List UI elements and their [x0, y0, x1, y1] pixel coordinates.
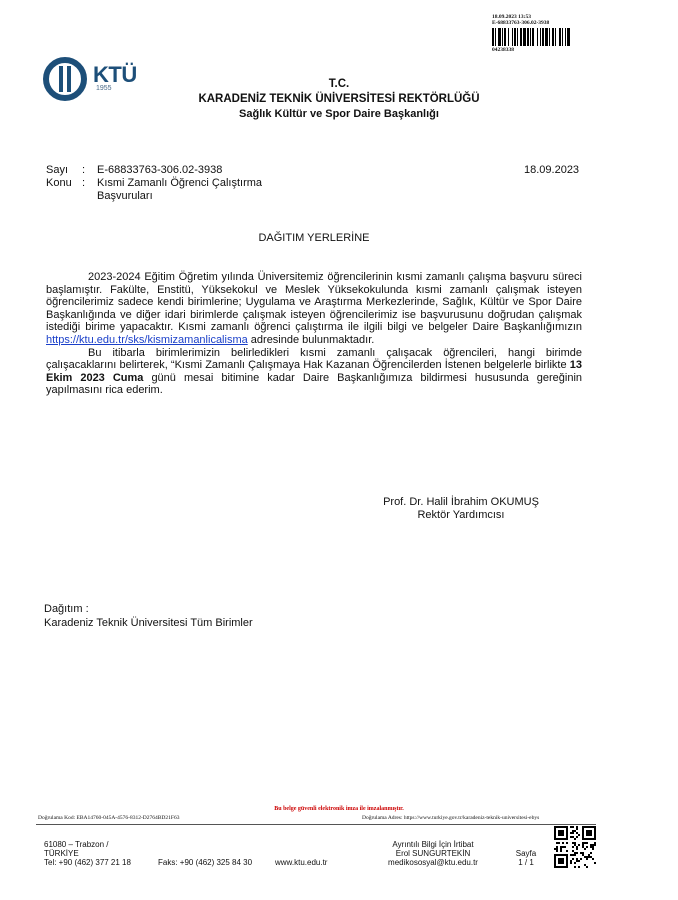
konu-value-line2: Başvuruları [97, 190, 153, 202]
info-link[interactable]: https://ktu.edu.tr/sks/kismizamanlicalisma [46, 333, 248, 346]
footer-contact-name: Erol SUNGURTEKİN [395, 849, 471, 858]
stamp-doc-number: E-68833763-306.02-3938 [492, 20, 550, 26]
footer-page-label: Sayfa [515, 849, 537, 858]
paragraph-2-end: günü mesai bitimine kadar Daire Başkanlığımıza bildirmesi hususunda gereğinin yapılmasını rica ederim. [46, 371, 583, 397]
paragraph-1-end: adresinde bulunmaktadır. [247, 333, 375, 346]
signatory-title: Rektör Yardımcısı [417, 509, 505, 521]
document-stamp [492, 14, 604, 53]
header-tc: T.C. [328, 78, 350, 90]
header-university: KARADENİZ TEKNİK ÜNİVERSİTESİ REKTÖRLÜĞÜ [198, 93, 480, 105]
footer-web[interactable]: www.ktu.edu.tr [275, 858, 328, 867]
footer-tel: Tel: +90 (462) 377 21 18 [44, 858, 131, 867]
logo-text: KTÜ [93, 62, 137, 87]
footer-address-line1: 61080 – Trabzon / [44, 840, 109, 849]
footer-contact-heading: Ayrıntılı Bilgi İçin İrtibat [392, 840, 474, 849]
footer-fax: Faks: +90 (462) 325 84 30 [158, 858, 253, 867]
document-date: 18.09.2023 [524, 164, 580, 176]
footer-page-value: 1 / 1 [518, 858, 534, 867]
footer-address-line2: TÜRKİYE [44, 849, 79, 858]
paragraph-2-text: Bu itibarla birimlerimizin belirledikleri kısmi zamanlı çalışacak öğrencileri, hangi birimde çalışacaklarını belirterek, “Kısmi Zamanlı Çalışmaya Hak Kazanan Öğrencilerden İstenen belgelerle birlikte [46, 346, 582, 372]
qr-code [554, 826, 596, 868]
logo-year: 1955 [96, 85, 112, 92]
header-department: Sağlık Kültür ve Spor Daire Başkanlığı [239, 108, 439, 120]
sayi-value: E-68833763-306.02-3938 [97, 164, 223, 176]
distribution-label: Dağıtım : [44, 603, 89, 615]
barcode [492, 28, 604, 46]
konu-value-line1: Kısmi Zamanlı Öğrenci Çalıştırma [97, 177, 263, 189]
sayi-separator: : [82, 164, 86, 176]
recipient-heading: DAĞITIM YERLERİNE [258, 232, 370, 244]
footer-divider [36, 824, 596, 825]
paragraph-2 [46, 347, 582, 397]
konu-separator: : [82, 177, 86, 189]
verification-address: Doğrulama Adres: https://www.turkiye.gov.tr/karadeniz-teknik-universitesi-ebys [362, 815, 540, 821]
signatory-name: Prof. Dr. Halil İbrahim OKUMUŞ [383, 496, 539, 508]
distribution-item: Karadeniz Teknik Üniversitesi Tüm Birimler [44, 617, 253, 629]
paragraph-1 [46, 271, 582, 347]
barcode-number: 04238338 [492, 47, 514, 53]
paragraph-1-text: 2023-2024 Eğitim Öğretim yılında Üniversitemiz öğrencilerinin kısmi zamanlı çalışma başvuru süreci başlamıştır. Fakülte, Enstitü, Yüksekokul ve Meslek Yüksekokulunda kısmi zamanlı çalışmak isteyen öğrencilerimiz sadece kendi birimlerine; Uygulama ve Araştırma Merkezlerinde, Sağlık, Kültür ve Spor Daire Başkanlığında ve diğer idari birimlerde çalışmak isteyen öğrencilerimiz ise başvurusunu doğrudan çalışmak istediği birime yapacaktır. Kısmi zamanlı öğrenci çalıştırma ile ilgili bilgi ve belgeler Daire Başkanlığımızın [46, 271, 582, 334]
stamp-datetime: 18.09.2023 13:53 [492, 14, 531, 20]
e-signature-note: Bu belge güvenli elektronik imza ile imzalanmıştır. [274, 806, 404, 812]
footer-contact-email[interactable]: medikososyal@ktu.edu.tr [388, 858, 478, 867]
verification-code: Doğrulama Kod: EBA14760-045A-4576-8312-D2764BD21F63 [38, 815, 180, 821]
sayi-label: Sayı [46, 164, 69, 176]
deadline-date: 13 Ekim 2023 Cuma [46, 359, 582, 384]
letter-body [46, 271, 582, 397]
konu-label: Konu [46, 177, 72, 189]
